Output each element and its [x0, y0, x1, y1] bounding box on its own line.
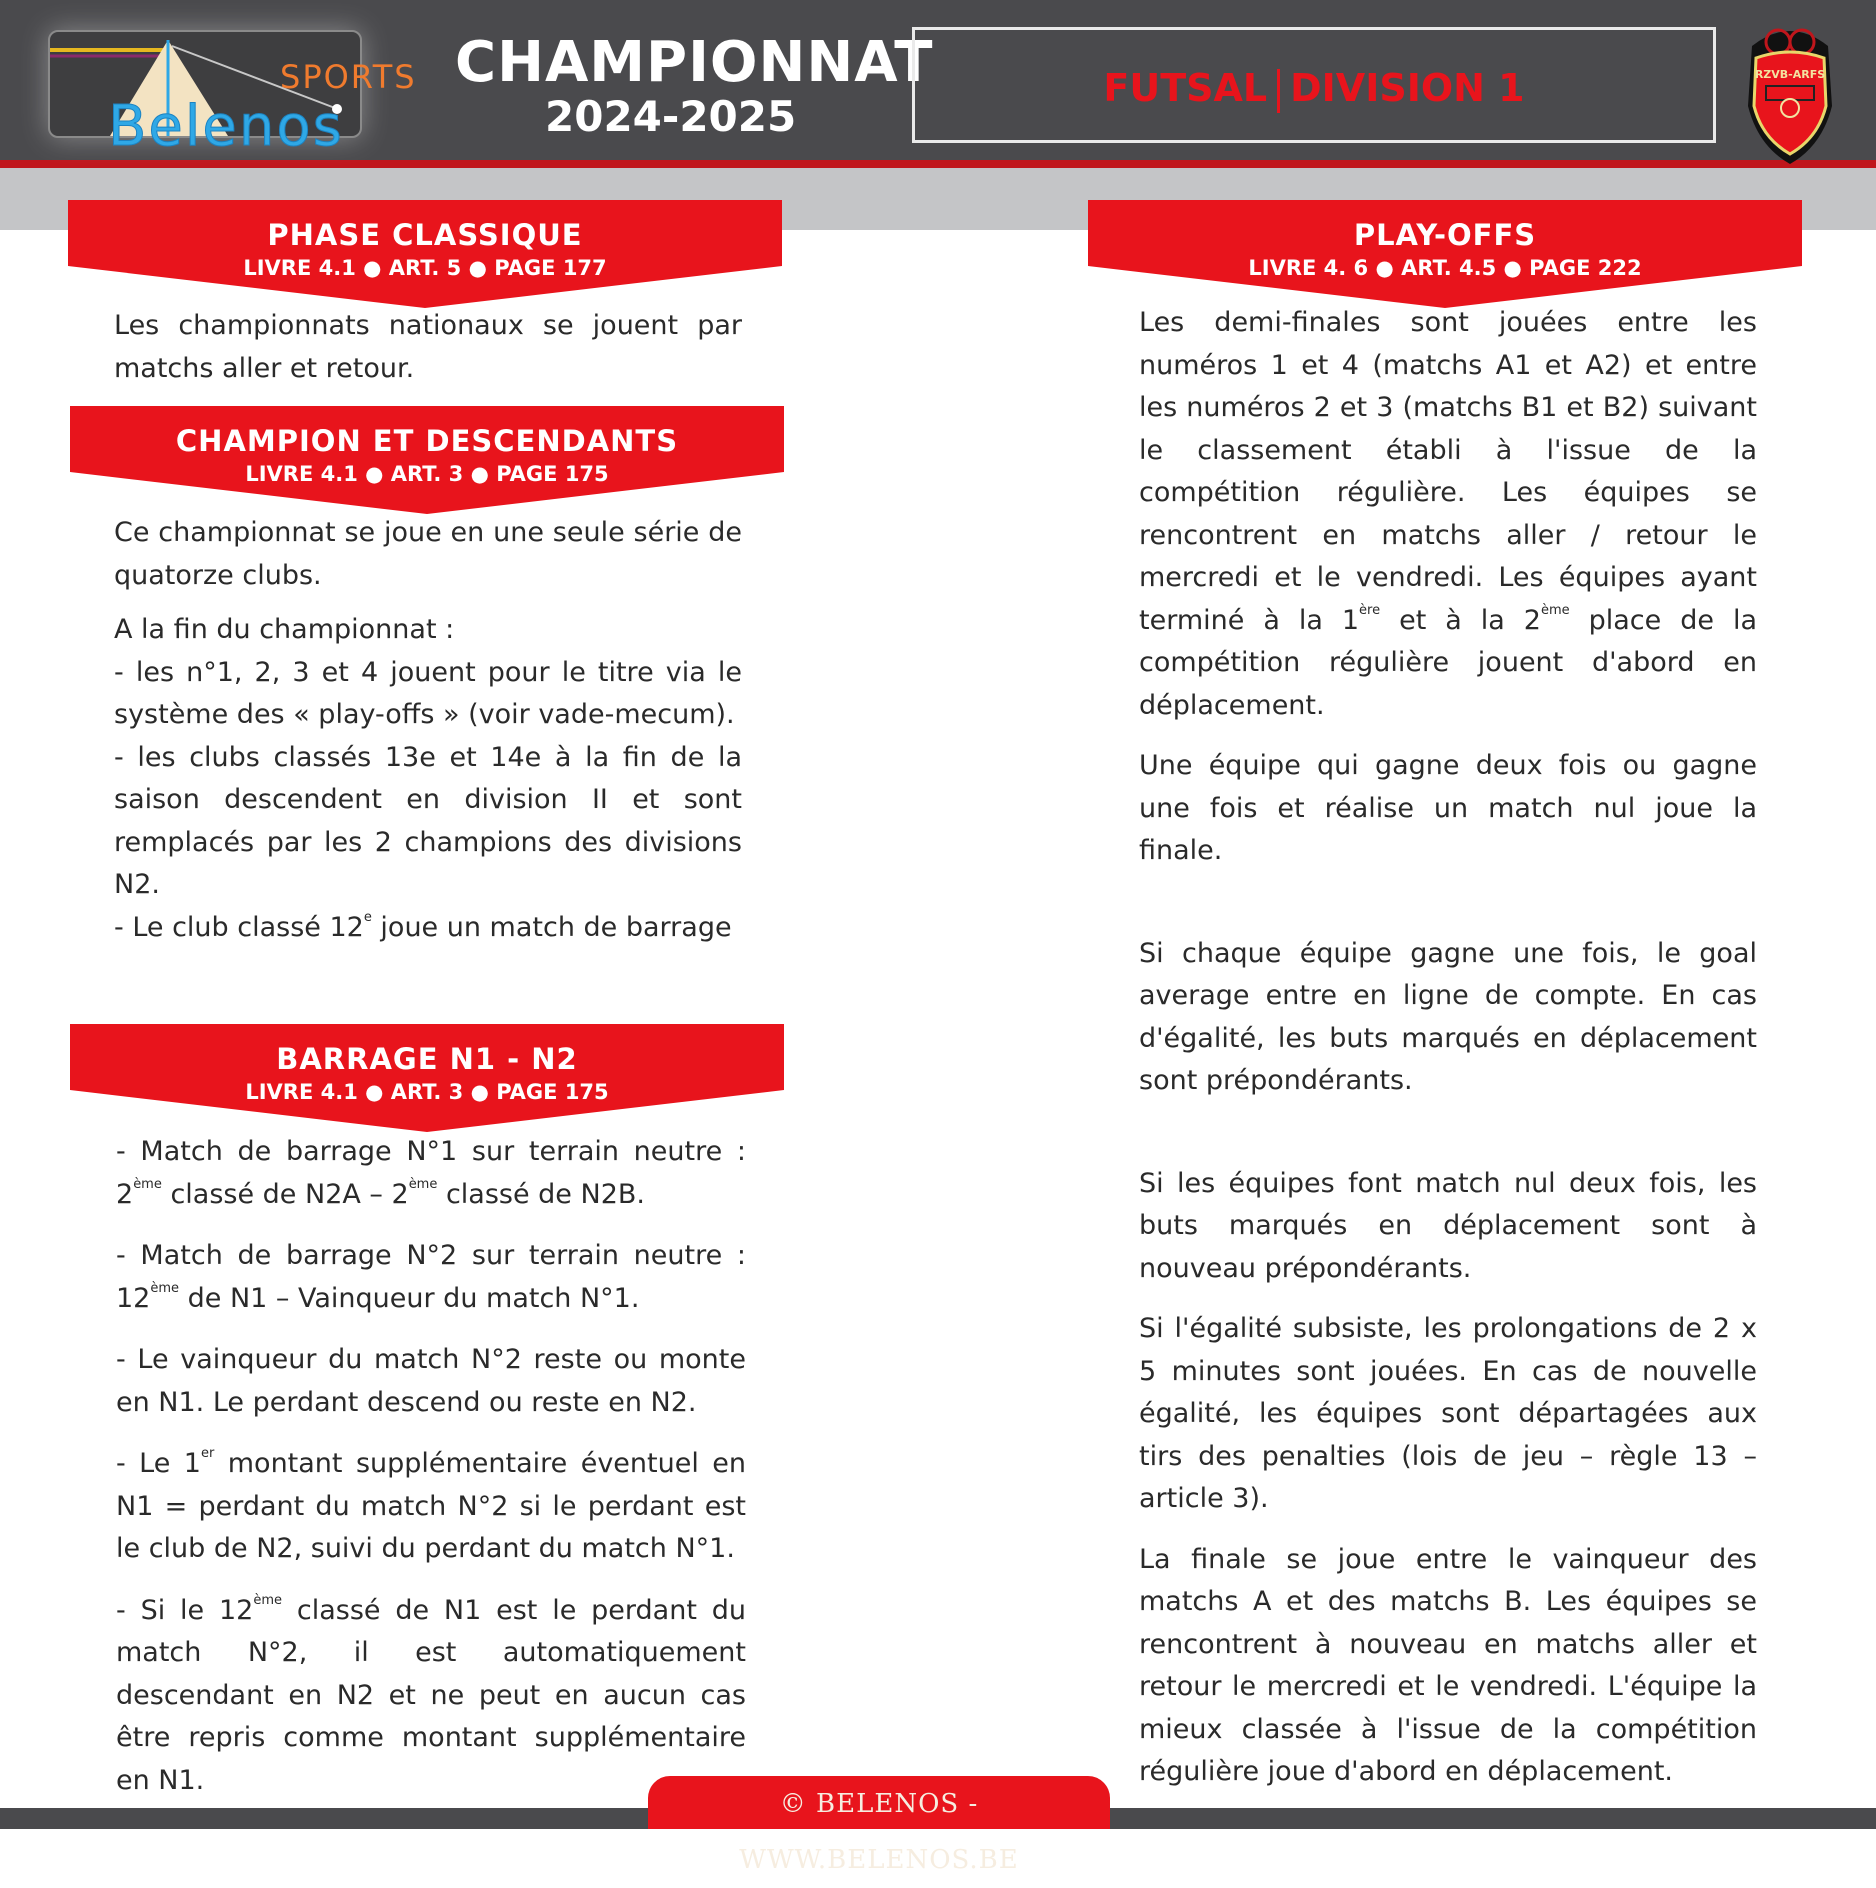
section-reference: LIVRE 4.1 ● ART. 3 ● PAGE 175 [245, 1080, 609, 1104]
section-banner-barrage [70, 1024, 784, 1134]
section-title: PLAY-OFFS [1353, 218, 1537, 252]
list-item: - les clubs classés 13e et 14e à la fin de la saison descendent en division II et sont remplacés par les 2 champions des divisions N2. [114, 741, 742, 900]
superscript: ème [408, 1176, 438, 1192]
text-run: classé de N1 est le perdant du match N°2, il est automatiquement descendant en N2 et ne peut en aucun cas être repris comme montant supplémentaire en N1. [116, 1594, 746, 1796]
text-run: et à la 2 [1380, 604, 1541, 636]
paragraph: Ce championnat se joue en une seule série de quatorze clubs. [114, 517, 742, 591]
list-item [116, 1235, 746, 1320]
list-item: - les n°1, 2, 3 et 4 jouent pour le titre via le système des « play-offs » (voir vade-mecum). [114, 656, 742, 730]
superscript: er [200, 1446, 215, 1461]
superscript: e [363, 909, 372, 925]
paragraph: Les championnats nationaux se jouent par matchs aller et retour. [114, 310, 742, 384]
logo-sports-text: SPORTS [280, 58, 417, 96]
text-run: - Le club classé 12 [114, 911, 364, 943]
banner-shape [70, 406, 784, 516]
header-red-stripe [0, 160, 1876, 168]
division-label [915, 66, 1713, 113]
text-run: - Match de barrage N°2 sur terrain neutre : 12 [116, 1240, 746, 1314]
footer-copyright: © BELENOS - WWW.BELENOS.BE [648, 1776, 1110, 1829]
text-run: - Le 1 [116, 1448, 201, 1479]
section-body-champion [114, 512, 742, 949]
rzvb-arfs-crest-icon [1742, 16, 1838, 166]
superscript: ème [253, 1592, 283, 1608]
paragraph: Si les équipes font match nul deux fois, les buts marqués en déplacement sont à nouveau prépondérants. [1139, 1167, 1757, 1284]
list-item [116, 1131, 746, 1216]
paragraph: Si l'égalité subsiste, les prolongations de 2 x 5 minutes sont jouées. En cas de nouvelle égalité, les équipes sont départagées aux tirs des penalties (lois de jeu – règle 13 – article 3). [1139, 1313, 1757, 1514]
section-banner-phase-classique [68, 200, 782, 310]
section-title: BARRAGE N1 - N2 [276, 1042, 578, 1076]
section-title: CHAMPION ET DESCENDANTS [175, 424, 679, 458]
section-body-barrage [116, 1131, 746, 1802]
season-label: 2024-2025 [545, 92, 797, 141]
text-run: - Match de barrage N°1 sur terrain neutre : 2 [116, 1136, 746, 1210]
logo-belenos-text: Belenos [108, 94, 344, 159]
belenos-sports-logo [48, 30, 417, 159]
page-title: CHAMPIONNAT [455, 30, 934, 95]
sport-label: FUTSAL [1103, 66, 1268, 110]
text-run: Les demi-finales sont jouées entre les numéros 1 et 4 (matchs A1 et A2) et entre les numéros 2 et 3 (matchs B1 et B2) suivant le classement établi à l'issue de la compétition régulière. Les équipes se rencontrent en matchs aller / retour le mercredi et le vendredi. Les équipes ayant terminé à la 1 [1139, 307, 1757, 636]
section-body-play-offs [1139, 302, 1757, 1794]
section-reference: LIVRE 4.1 ● ART. 5 ● PAGE 177 [243, 256, 607, 280]
division-name: DIVISION 1 [1290, 66, 1525, 110]
text-run: montant supplémentaire éventuel en N1 = perdant du match N°2 si le perdant est le club de N2, suivi du perdant du match N°1. [116, 1448, 746, 1564]
list-item: - Le vainqueur du match N°2 reste ou monte en N1. Le perdant descend ou reste en N2. [116, 1344, 746, 1418]
paragraph: Une équipe qui gagne deux fois ou gagne une fois et réalise un match nul joue la finale. [1139, 750, 1757, 866]
section-reference: LIVRE 4.1 ● ART. 3 ● PAGE 175 [245, 462, 609, 486]
paragraph: La finale se joue entre le vainqueur des matchs A et des matchs B. Les équipes se rencontrent à nouveau en matchs aller et retour le mercredi et le vendredi. L'équipe la mieux classée à l'issue de la compétition régulière joue d'abord en déplacement. [1139, 1543, 1757, 1787]
paragraph [1139, 302, 1757, 727]
paragraph: A la fin du championnat : [114, 614, 455, 645]
superscript: ère [1359, 602, 1381, 618]
section-reference: LIVRE 4. 6 ● ART. 4.5 ● PAGE 222 [1248, 256, 1642, 280]
text-run: joue un match de barrage [371, 911, 732, 943]
paragraph: Si chaque équipe gagne une fois, le goal average entre en ligne de compte. En cas d'égalité, les buts marqués en déplacement sont prépondérants. [1139, 937, 1757, 1096]
division-box [912, 27, 1716, 143]
banner-shape [68, 200, 782, 310]
list-item [116, 1590, 746, 1803]
crest-text: RZVB-ARFS [1754, 68, 1826, 81]
text-run: place de la compétition régulière jouent d'abord en déplacement. [1139, 604, 1757, 721]
section-body-phase-classique [114, 305, 742, 390]
section-title: PHASE CLASSIQUE [267, 218, 583, 252]
division-separator [1277, 69, 1280, 113]
text-run: classé de N2A – 2 [161, 1178, 409, 1210]
text-run: de N1 – Vainqueur du match N°1. [179, 1282, 640, 1314]
superscript: ème [133, 1176, 162, 1192]
banner-shape [70, 1024, 784, 1134]
banner-shape [1088, 200, 1802, 310]
superscript: ème [1540, 602, 1570, 618]
superscript: ème [150, 1280, 180, 1296]
list-item [116, 1443, 746, 1571]
text-run: - Si le 12 [116, 1594, 254, 1626]
section-banner-champion [70, 406, 784, 516]
text-run: classé de N2B. [437, 1178, 645, 1210]
section-banner-play-offs [1088, 200, 1802, 310]
list-item [114, 907, 742, 950]
